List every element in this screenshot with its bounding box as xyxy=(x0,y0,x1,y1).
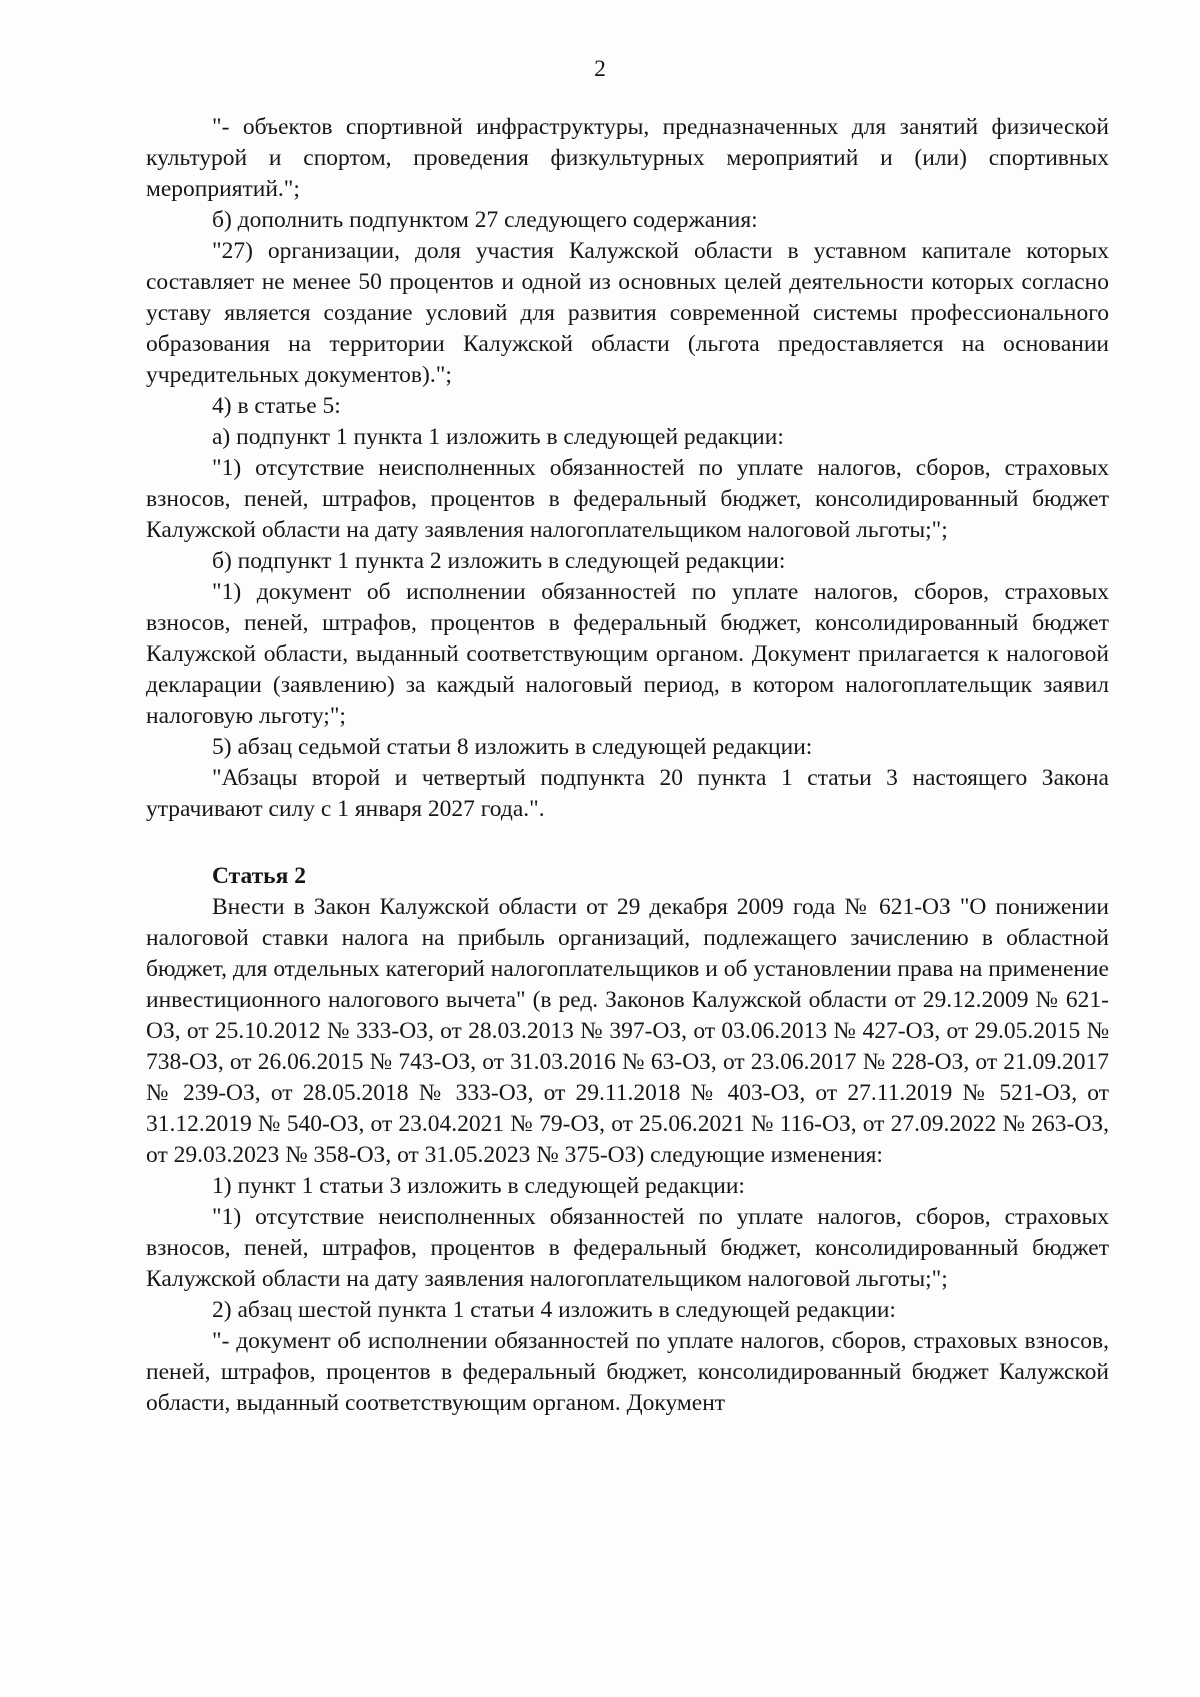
paragraph: "1) документ об исполнении обязанностей по уплате налогов, сборов, страховых взносов, пеней, штрафов, процентов в федеральный бюджет, консолидированный бюджет Калужской области, выданный соответствующим органом. Документ прилагается к налоговой декларации (заявлению) за каждый налоговый период, в котором налогоплательщик заявил налоговую льготу;"; xyxy=(146,579,1109,729)
paragraph: б) подпункт 1 пункта 2 изложить в следующей редакции: xyxy=(212,548,786,574)
paragraph: "Абзацы второй и четвертый подпункта 20 пункта 1 статьи 3 настоящего Закона утрачивают силу с 1 января 2027 года.". xyxy=(146,765,1109,822)
paragraph: "- объектов спортивной инфраструктуры, предназначенных для занятий физической культурой и спортом, проведения физкультурных мероприятий и (или) спортивных мероприятий."; xyxy=(146,114,1109,202)
paragraph: 1) пункт 1 статьи 3 изложить в следующей редакции: xyxy=(212,1173,745,1199)
paragraph: б) дополнить подпунктом 27 следующего содержания: xyxy=(212,207,758,233)
paragraph: Внести в Закон Калужской области от 29 декабря 2009 года № 621-ОЗ "О понижении налоговой ставки налога на прибыль организаций, подлежащего зачислению в областной бюджет, для отдельных категорий налогоплательщиков и об установлении права на применение инвестиционного налогового вычета" (в ред. Законов Калужской области от 29.12.2009 № 621-ОЗ, от 25.10.2012 № 333-ОЗ, от 28.03.2013 № 397-ОЗ, от 03.06.2013 № 427-ОЗ, от 29.05.2015 № 738-ОЗ, от 26.06.2015 № 743-ОЗ, от 31.03.2016 № 63-ОЗ, от 23.06.2017 № 228-ОЗ, от 21.09.2017 № 239-ОЗ, от 28.05.2018 № 333-ОЗ, от 29.11.2018 № 403-ОЗ, от 27.11.2019 № 521-ОЗ, от 31.12.2019 № 540-ОЗ, от 23.04.2021 № 79-ОЗ, от 25.06.2021 № 116-ОЗ, от 27.09.2022 № 263-ОЗ, от 29.03.2023 № 358-ОЗ, от 31.05.2023 № 375-ОЗ) следующие изменения: xyxy=(146,894,1109,1168)
paragraph: "27) организации, доля участия Калужской области в уставном капитале которых составляет не менее 50 процентов и одной из основных целей деятельности которых согласно уставу является создание условий для развития современной системы профессионального образования на территории Калужской области (льгота предоставляется на основании учредительных документов)."; xyxy=(146,238,1109,388)
paragraph: 4) в статье 5: xyxy=(212,393,341,419)
paragraph: 2) абзац шестой пункта 1 статьи 4 изложить в следующей редакции: xyxy=(212,1297,896,1323)
article-heading: Статья 2 xyxy=(212,863,306,889)
document-body xyxy=(146,112,1109,1419)
paragraph: "- документ об исполнении обязанностей по уплате налогов, сборов, страховых взносов, пеней, штрафов, процентов в федеральный бюджет, консолидированный бюджет Калужской области, выданный соответствующим органом. Документ xyxy=(146,1328,1109,1416)
paragraph: "1) отсутствие неисполненных обязанностей по уплате налогов, сборов, страховых взносов, пеней, штрафов, процентов в федеральный бюджет, консолидированный бюджет Калужской области на дату заявления налогоплательщиком налоговой льготы;"; xyxy=(146,455,1109,543)
paragraph: а) подпункт 1 пункта 1 изложить в следующей редакции: xyxy=(212,424,784,450)
paragraph: 5) абзац седьмой статьи 8 изложить в следующей редакции: xyxy=(212,734,813,760)
paragraph: "1) отсутствие неисполненных обязанностей по уплате налогов, сборов, страховых взносов, пеней, штрафов, процентов в федеральный бюджет, консолидированный бюджет Калужской области на дату заявления налогоплательщиком налоговой льготы;"; xyxy=(146,1204,1109,1292)
page-number: 2 xyxy=(594,56,606,82)
